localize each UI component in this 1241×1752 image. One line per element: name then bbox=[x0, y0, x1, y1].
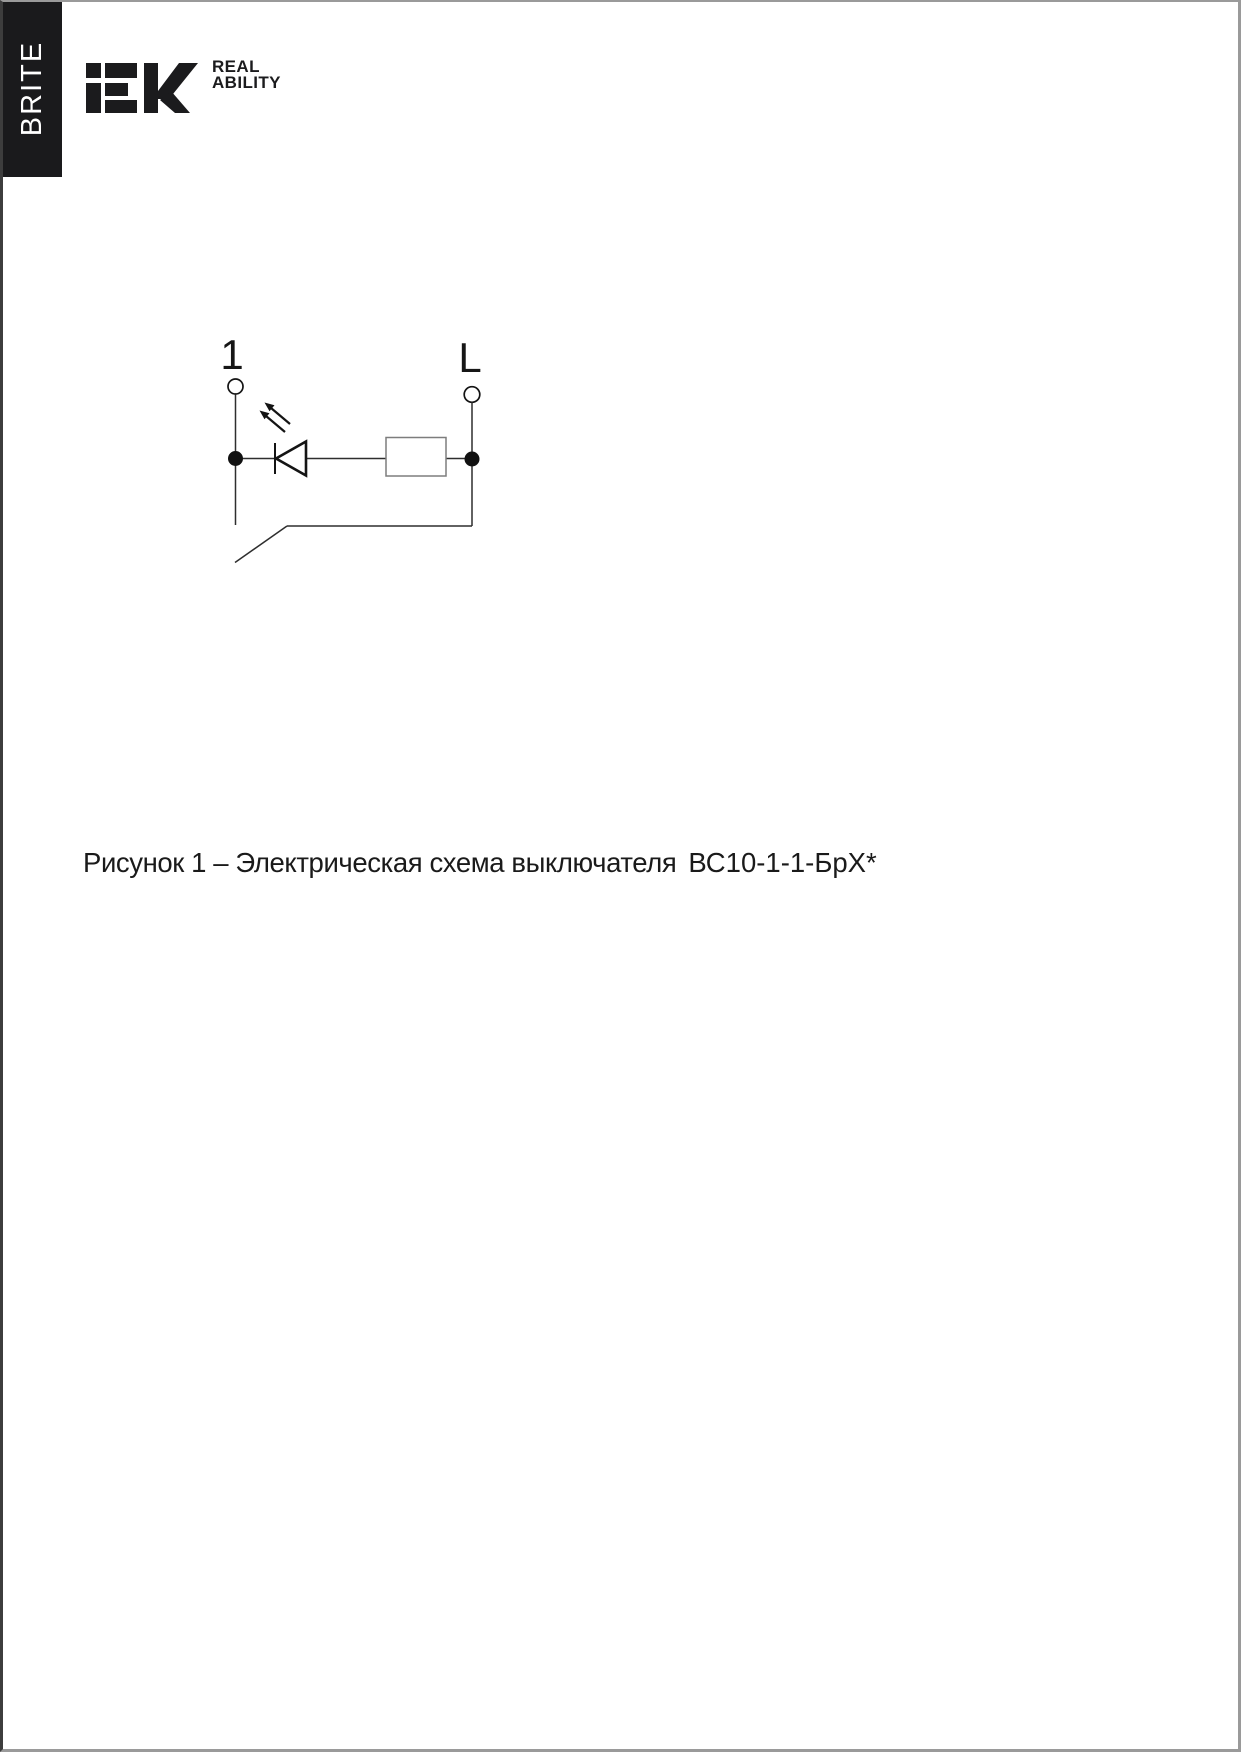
tagline-line1: REAL bbox=[212, 57, 260, 76]
figure-caption-text: Рисунок 1 – Электрическая схема выключателя bbox=[83, 847, 677, 878]
switch-lever bbox=[235, 526, 287, 563]
resistor-icon bbox=[386, 438, 446, 477]
junction-node-left bbox=[228, 451, 243, 466]
terminal-1-label: 1 bbox=[220, 331, 244, 378]
junction-node-right bbox=[465, 452, 480, 467]
terminal-1-circle-icon bbox=[228, 379, 243, 394]
tagline-line2: ABILITY bbox=[212, 73, 281, 92]
terminal-l-circle-icon bbox=[464, 387, 480, 403]
figure-caption-model: ВС10-1-1-БрХ* bbox=[688, 847, 877, 878]
brite-series-label: BRITE bbox=[16, 40, 48, 137]
led-triangle-icon bbox=[276, 442, 306, 476]
figure-caption bbox=[83, 847, 877, 879]
led-emission-arrows-icon bbox=[260, 403, 291, 433]
terminal-l-label: L bbox=[458, 334, 482, 381]
